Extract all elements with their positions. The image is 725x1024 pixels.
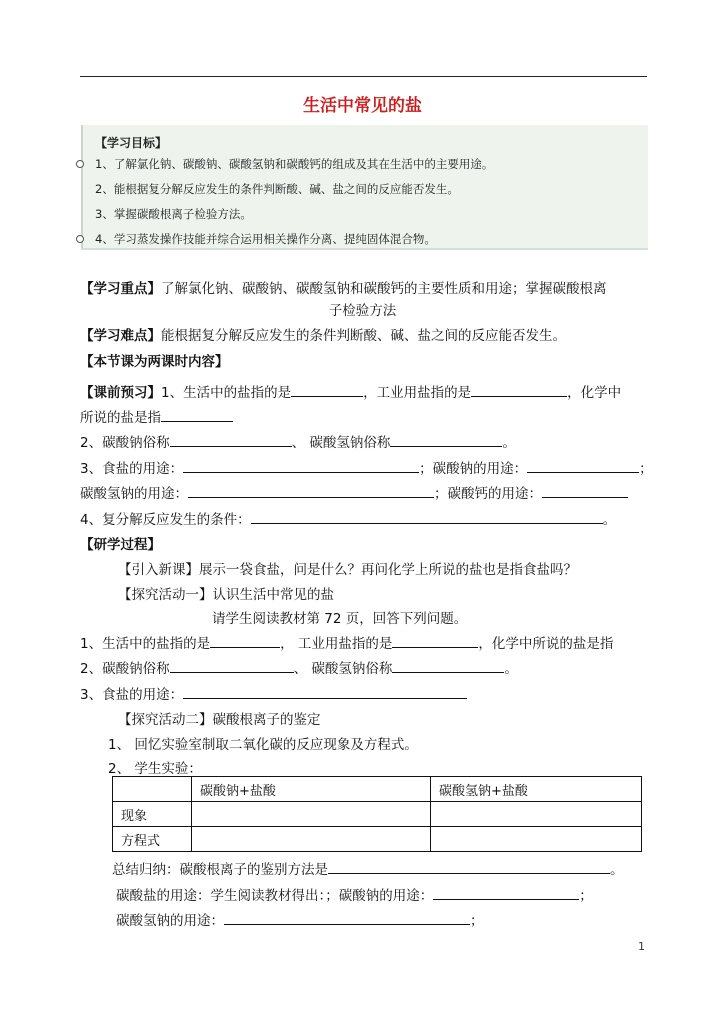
table-row — [113, 827, 642, 852]
table-header-cell: 碳酸氢钠+盐酸 — [431, 777, 642, 802]
preview-q3-cont — [80, 482, 628, 502]
activity1-label: 【探究活动一】 — [118, 587, 213, 603]
objectives-heading: 【学习目标】 — [95, 136, 168, 150]
intro-text: 展示一袋食盐，问是什么？再问化学上所说的盐也是指食盐吗？ — [199, 562, 577, 578]
objective-item: 4、学习蒸发操作技能并综合运用相关操作分离、提纯固体混合物。 — [95, 232, 436, 246]
table-header-cell — [113, 777, 192, 802]
answer-blank[interactable] — [328, 859, 610, 874]
table-row — [113, 802, 642, 827]
answer-blank[interactable] — [390, 432, 502, 447]
answer-blank[interactable] — [224, 910, 470, 925]
summary-text: ； — [470, 913, 484, 929]
experiment-table — [112, 776, 642, 852]
summary-text: 。 — [610, 862, 624, 878]
header-rule — [80, 76, 647, 77]
focus-text: 了解氯化钠、碳酸钠、碳酸氢钠和碳酸钙的主要性质和用途；掌握碳酸根离 — [161, 281, 607, 297]
table-header-cell: 碳酸钠+盐酸 — [192, 777, 431, 802]
bullet-circle-icon — [76, 235, 84, 243]
preview-q1 — [80, 381, 621, 401]
preview-q3-text: 碳酸氢钠的用途： — [80, 486, 188, 502]
preview-q3-text: ；碳酸钙的用途： — [434, 486, 542, 502]
answer-blank[interactable] — [183, 458, 419, 473]
difficulty-label: 【学习难点】 — [80, 328, 161, 344]
focus-line — [80, 277, 607, 297]
table-cell[interactable] — [192, 802, 431, 827]
summary-line-3 — [116, 909, 484, 929]
answer-blank[interactable] — [210, 633, 280, 648]
preview-q3-text: 3、食盐的用途： — [80, 461, 184, 477]
activity1-q2-text: 。 — [504, 661, 518, 677]
answer-blank[interactable] — [161, 407, 233, 422]
answer-blank[interactable] — [392, 658, 504, 673]
activity1-q3 — [80, 683, 467, 703]
preview-q4-text: 。 — [602, 512, 617, 528]
table-row-label: 现象 — [113, 802, 192, 827]
preview-q4 — [80, 508, 616, 528]
answer-blank[interactable] — [471, 382, 567, 397]
activity1-q2 — [80, 657, 518, 677]
preview-q1-cont — [80, 406, 233, 426]
preview-q1-text: 所说的盐是指 — [80, 410, 161, 426]
objectives-box — [81, 125, 648, 250]
answer-blank[interactable] — [291, 382, 363, 397]
preview-q1-text: 1、生活中的盐指的是 — [161, 385, 292, 401]
activity2-line — [118, 708, 321, 728]
answer-blank[interactable] — [542, 483, 628, 498]
answer-blank[interactable] — [527, 458, 639, 473]
summary-line-1 — [112, 858, 624, 878]
objective-item: 2、能根据复分解反应发生的条件判断酸、碱、盐之间的反应能否发生。 — [95, 182, 459, 196]
preview-q2 — [80, 431, 516, 451]
activity1-q1-text: ， 工业用盐指的是 — [280, 636, 393, 652]
activity1-line — [118, 583, 334, 603]
reading-instruction: 请学生阅读教材第 72 页，回答下列问题。 — [212, 611, 468, 627]
answer-blank[interactable] — [188, 483, 434, 498]
difficulty-line — [80, 324, 566, 344]
intro-line — [118, 558, 577, 578]
difficulty-text: 能根据复分解反应发生的条件判断酸、碱、盐之间的反应能否发生。 — [161, 328, 566, 344]
table-cell[interactable] — [431, 802, 642, 827]
summary-text: 碳酸氢钠的用途： — [116, 913, 224, 929]
preview-q1-text: ，工业用盐指的是 — [363, 385, 472, 401]
answer-blank[interactable] — [170, 658, 294, 673]
summary-text: 总结归纳：碳酸根离子的鉴别方法是 — [112, 862, 328, 878]
table-cell[interactable] — [192, 827, 431, 852]
preview-q4-text: 4、复分解反应发生的条件： — [80, 512, 251, 528]
answer-blank[interactable] — [433, 885, 579, 900]
activity1-q1-text: 1、生活中的盐指的是 — [80, 636, 211, 652]
summary-line-2 — [116, 884, 593, 904]
preview-q3-text: ；碳酸钠的用途： — [419, 461, 528, 477]
activity1-q2-text: 2、碳酸钠俗称 — [80, 661, 170, 677]
table-cell[interactable] — [431, 827, 642, 852]
preview-q3 — [80, 457, 653, 477]
activity2-step2: 2、 学生实验： — [108, 761, 202, 777]
objective-item: 3、掌握碳酸根离子检验方法。 — [95, 207, 252, 221]
objectives-bottom-border — [81, 248, 648, 250]
answer-blank[interactable] — [183, 684, 467, 699]
summary-text: 碳酸盐的用途：学生阅读教材得出：；碳酸钠的用途： — [116, 888, 434, 904]
summary-text: ； — [579, 888, 593, 904]
activity1-q1-text: ，化学中所说的盐是指 — [478, 636, 614, 652]
focus-line-2: 子检验方法 — [328, 303, 397, 319]
process-label: 【研学过程】 — [80, 537, 161, 553]
preview-q2-text: 、 碳酸氢钠俗称 — [291, 435, 391, 451]
preview-q2-text: 。 — [502, 435, 516, 451]
preview-q3-text: ； — [639, 461, 653, 477]
preview-q2-text: 2、碳酸钠俗称 — [80, 435, 170, 451]
intro-label: 【引入新课】 — [118, 562, 199, 578]
activity2-label: 【探究活动二】 — [118, 712, 213, 728]
preview-label: 【课前预习】 — [80, 385, 161, 401]
objectives-left-bar — [81, 125, 83, 250]
preview-q1-text: ，化学中 — [567, 385, 622, 401]
activity1-q3-text: 3、食盐的用途： — [80, 687, 184, 703]
bullet-circle-icon — [76, 160, 84, 168]
activity1-q2-text: 、 碳酸氢钠俗称 — [293, 661, 393, 677]
activity2-step1: 1、 回忆实验室制取二氧化碳的反应现象及方程式。 — [108, 737, 418, 753]
table-row-label: 方程式 — [113, 827, 192, 852]
page-title: 生活中常见的盐 — [303, 96, 422, 116]
answer-blank[interactable] — [170, 432, 292, 447]
activity1-q1 — [80, 632, 613, 652]
lesson-note: 【本节课为两课时内容】 — [80, 354, 229, 370]
page-number: 1 — [638, 940, 645, 953]
focus-label: 【学习重点】 — [80, 281, 161, 297]
activity2-text: 碳酸根离子的鉴定 — [212, 712, 321, 728]
activity1-text: 认识生活中常见的盐 — [212, 587, 334, 603]
answer-blank[interactable] — [251, 509, 603, 524]
table-header-row — [113, 777, 642, 802]
answer-blank[interactable] — [392, 633, 478, 648]
objective-item: 1、了解氯化钠、碳酸钠、碳酸氢钠和碳酸钙的组成及其在生活中的主要用途。 — [95, 157, 494, 171]
